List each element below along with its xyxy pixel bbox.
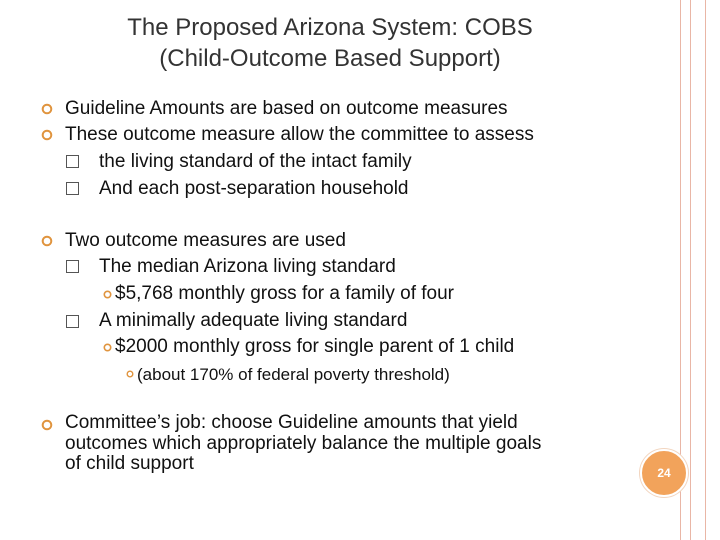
bullet-text: Guideline Amounts are based on outcome measures [65,98,508,119]
ring-bullet-icon [41,235,53,247]
note-text: (about 170% of federal poverty threshold) [137,365,450,384]
bullet-text: These outcome measure allow the committee to assess [65,124,534,145]
paragraph-line: outcomes which appropriately balance the multiple goals [65,432,542,454]
checkbox-square-icon [66,155,79,168]
frame-line [705,0,706,540]
paragraph-line: Committee’s job: choose Guideline amounts that yield [65,412,518,433]
ring-bullet-icon [103,343,112,352]
page-number: 24 [657,466,671,480]
frame-line [690,0,691,540]
sub-bullet-text: the living standard of the intact family [99,151,412,172]
sub-sub-bullet-text: $2000 monthly gross for single parent of 1 child [115,336,515,357]
paragraph-line: of child support [65,453,194,474]
ring-bullet-icon [41,129,53,141]
checkbox-square-icon [66,260,79,273]
page-number-badge [640,449,688,497]
ring-bullet-icon [41,419,53,431]
sub-bullet-text: And each post-separation household [99,178,409,199]
title-line: The Proposed Arizona System: COBS [127,14,533,41]
checkbox-square-icon [66,182,79,195]
checkbox-square-icon [66,315,79,328]
sub-bullet-text: A minimally adequate living standard [99,310,408,331]
bullet-paragraph [65,413,625,475]
title-line: (Child-Outcome Based Support) [159,45,501,72]
slide-title [60,12,600,74]
ring-bullet-icon [126,370,135,379]
bullet-text: Two outcome measures are used [65,230,346,251]
sub-sub-bullet-text: $5,768 monthly gross for a family of four [115,283,454,304]
sub-bullet-text: The median Arizona living standard [99,256,396,277]
ring-bullet-icon [41,103,53,115]
ring-bullet-icon [103,290,112,299]
